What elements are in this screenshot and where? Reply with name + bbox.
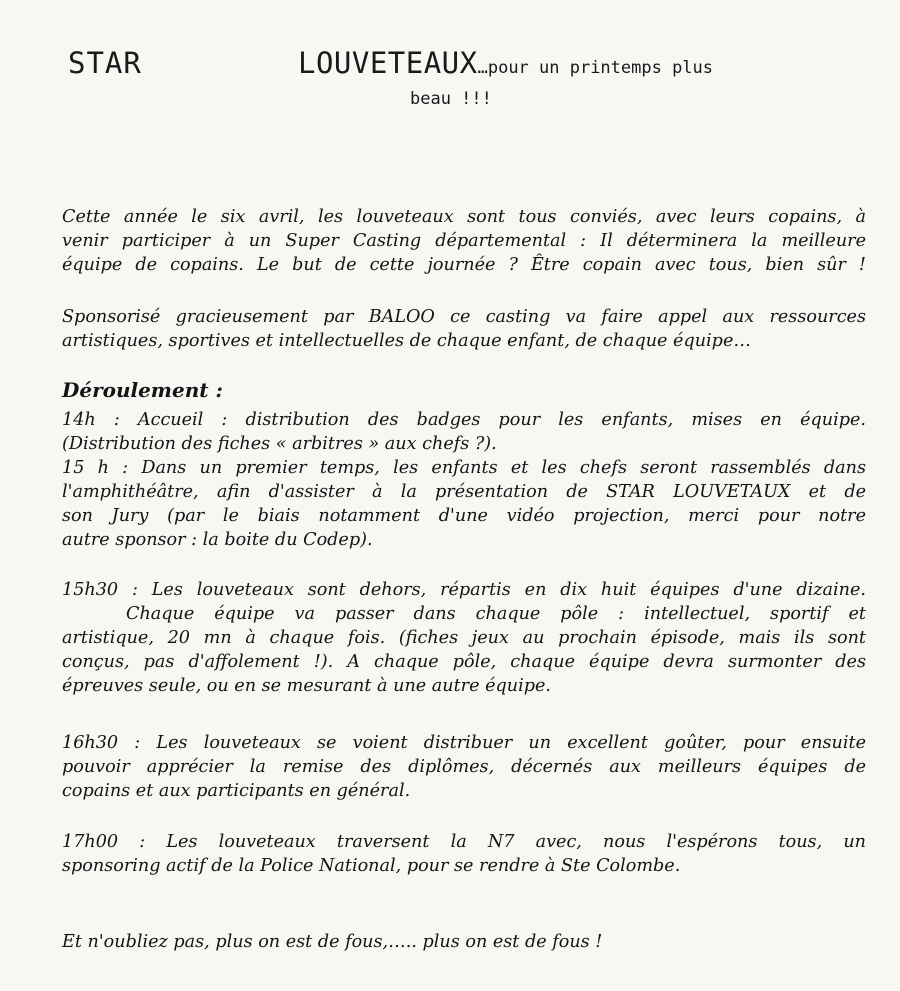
schedule-block-3 — [62, 731, 866, 803]
schedule-line: 15 h : Dans un premier temps, les enfants et les chefs seront rassemblés dans — [62, 458, 866, 478]
schedule-line: conçus, pas d'affolement !). A chaque pôle, chaque équipe devra surmonter des — [62, 652, 866, 672]
title-main: LOUVETEAUX — [298, 46, 478, 80]
schedule-line: 17h00 : Les louveteaux traversent la N7 avec, nous l'espérons tous, un — [62, 832, 866, 852]
schedule-line: pouvoir apprécier la remise des diplômes, décernés aux meilleurs équipes de — [62, 757, 866, 777]
schedule-block-2 — [62, 578, 866, 698]
title-tagline: …pour un printemps plus — [477, 58, 714, 78]
sponsor-line: Sponsorisé gracieusement par BALOO ce casting va faire appel aux ressources — [62, 307, 866, 327]
title-tagline-end: beau !!! — [410, 89, 492, 109]
title-louveteaux — [298, 46, 713, 80]
section-heading: Déroulement : — [62, 378, 223, 402]
intro-line: Cette année le six avril, les louveteaux sont tous conviés, avec leurs copains, à — [62, 207, 866, 227]
schedule-line: épreuves seule, ou en se mesurant à une autre équipe. — [62, 676, 551, 696]
sponsor-paragraph — [62, 305, 866, 353]
title-star: STAR — [68, 46, 142, 80]
schedule-block-1 — [62, 408, 866, 552]
closing-text: Et n'oubliez pas, plus on est de fous,….. plus on est de fous ! — [62, 932, 603, 952]
intro-paragraph — [62, 205, 866, 277]
sponsor-line: artistiques, sportives et intellectuelles de chaque enfant, de chaque équipe… — [62, 331, 751, 351]
schedule-line: Chaque équipe va passer dans chaque pôle : intellectuel, sportif et — [126, 604, 866, 624]
intro-line: équipe de copains. Le but de cette journée ? Être copain avec tous, bien sûr ! — [62, 255, 866, 275]
schedule-line: sponsoring actif de la Police National, pour se rendre à Ste Colombe. — [62, 856, 681, 876]
closing-line — [62, 930, 866, 954]
schedule-line: 15h30 : Les louveteaux sont dehors, répartis en dix huit équipes d'une dizaine. — [62, 580, 866, 600]
schedule-block-4 — [62, 830, 866, 878]
intro-line: venir participer à un Super Casting départemental : Il déterminera la meilleure — [62, 231, 866, 251]
schedule-line: autre sponsor : la boite du Codep). — [62, 530, 373, 550]
schedule-line: 14h : Accueil : distribution des badges pour les enfants, mises en équipe. — [62, 410, 866, 430]
schedule-line: (Distribution des fiches « arbitres » aux chefs ?). — [62, 434, 497, 454]
schedule-line: artistique, 20 mn à chaque fois. (fiches jeux au prochain épisode, mais ils sont — [62, 628, 866, 648]
schedule-line: copains et aux participants en général. — [62, 781, 411, 801]
schedule-line: son Jury (par le biais notamment d'une vidéo projection, merci pour notre — [62, 506, 866, 526]
schedule-line: 16h30 : Les louveteaux se voient distribuer un excellent goûter, pour ensuite — [62, 733, 866, 753]
schedule-line: l'amphithéâtre, afin d'assister à la présentation de STAR LOUVETAUX et de — [62, 482, 866, 502]
